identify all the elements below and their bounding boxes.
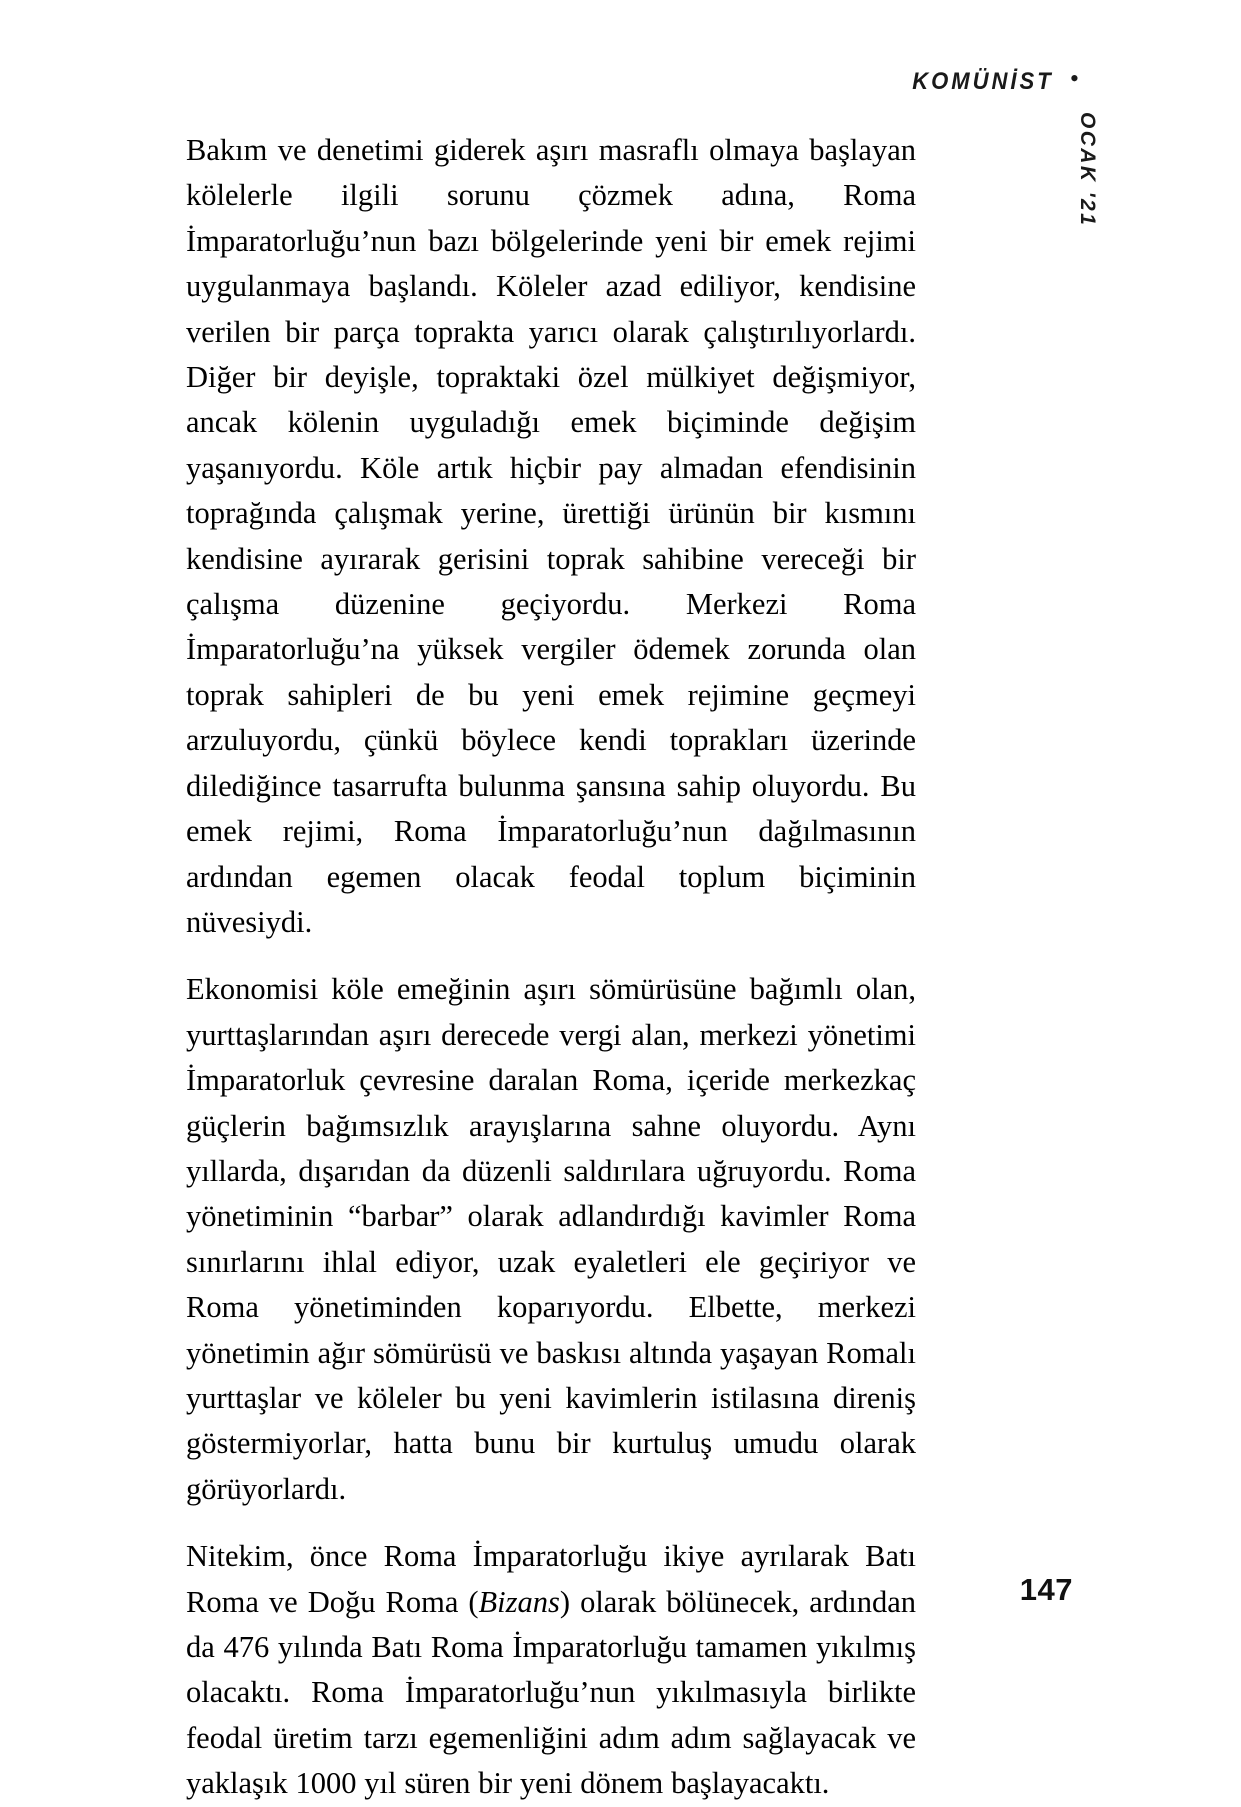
paragraph: Bakım ve denetimi giderek aşırı masraflı olmaya başlayan kölelerle ilgili sorunu çözmek adına, Roma İmparatorluğu’nun bazı bölgelerinde yeni bir emek rejimi uygulanmaya başlandı. Köleler azad ediliyor, kendisine verilen bir parça toprakta yarıcı olarak çalıştırılıyorlardı. Diğer bir deyişle, topraktaki özel mülkiyet değişmiyor, ancak kölenin uyguladığı emek biçiminde değişim yaşanıyordu. Köle artık hiçbir pay almadan efendisinin toprağında çalışmak yerine, ürettiği ürünün bir kısmını kendisine ayırarak gerisini toprak sahibine vereceği bir çalışma düzenine geçiyordu. Merkezi Roma İmparatorluğu’na yüksek vergiler ödemek zorunda olan toprak sahipleri de bu yeni emek rejimine geçmeyi arzuluyordu, çünkü böylece kendi toprakları üzerinde dilediğince tasarrufta bulunma şansına sahip oluyordu. Bu emek rejimi, Roma İmparatorluğu’nun dağılmasının ardından egemen olacak feodal toplum biçiminin nüvesiydi. bbox=[186, 133, 916, 939]
paragraph-text-leading: Nitekim, önce Roma İmparatorluğu ikiye ayrılarak Batı Roma ve Doğu Roma ( bbox=[186, 1539, 916, 1619]
paragraph: Ekonomisi köle emeğinin aşırı sömürüsüne bağımlı olan, yurttaşlarından aşırı derecede vergi alan, merkezi yönetimi İmparatorluk çevresine daralan Roma, içeride merkezkaç güçlerin bağımsızlık arayışlarına sahne oluyordu. Aynı yıllarda, dışarıdan da düzenli saldırılara uğruyordu. Roma yönetiminin “barbar” olarak adlandırdığı kavimler Roma sınırlarını ihlal ediyor, uzak eyaletleri ele geçiriyor ve Roma yönetiminden koparıyordu. Elbette, merkezi yönetimin ağır sömürüsü ve baskısı altında yaşayan Romalı yurttaşlar ve köleler bu yeni kavimlerin istilasına direniş göstermiyorlar, hatta bunu bir kurtuluş umudu olarak görüyorlardı. bbox=[186, 972, 916, 1506]
running-head bbox=[900, 64, 1079, 96]
bullet-icon: • bbox=[1069, 64, 1079, 93]
italic-term: Bizans bbox=[478, 1584, 560, 1619]
page-number: 147 bbox=[1019, 1572, 1073, 1607]
journal-title: KOMÜNİST bbox=[912, 68, 1054, 95]
issue-date-label: OCAK '21 bbox=[1076, 112, 1099, 228]
paragraph-text-trailing: ) olarak bölünecek, ardından da 476 yılında Batı Roma İmparatorluğu tamamen yıkılmış olacaktı. Roma İmparatorluğu’nun yıkılmasıyla birlikte feodal üretim tarzı egemenliğini adım adım sağlayacak ve yaklaşık 1000 yıl süren bir yeni dönem başlayacaktı. bbox=[186, 1584, 916, 1801]
paragraph bbox=[186, 1534, 916, 1806]
body-text-column bbox=[186, 128, 916, 1807]
